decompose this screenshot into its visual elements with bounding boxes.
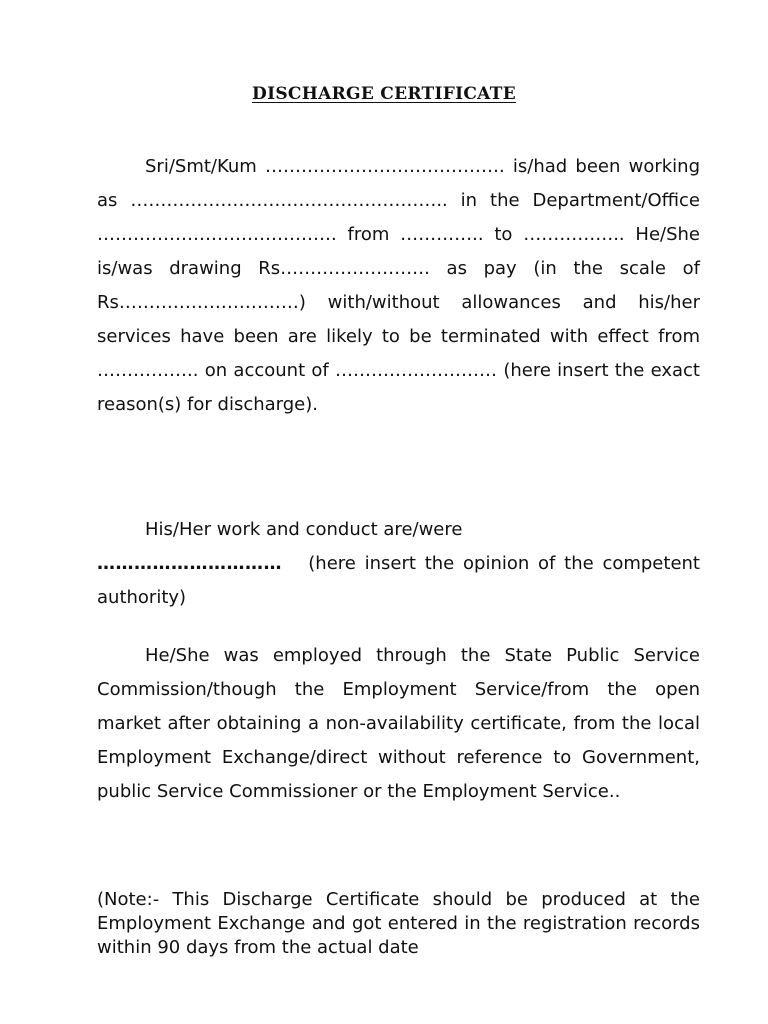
opinion-blank-dots: ………………………… (97, 553, 282, 574)
paragraph-employment-source: He/She was employed through the State Public Service Commission/though the Employment Service/from the open market after obtaining a non-availability certificate, from the local Employment Exchange/direct without reference to Government, public Service Commissioner or the Employment Service.. (97, 645, 700, 802)
work-conduct-line: His/Her work and conduct are/were (145, 519, 463, 540)
title-text: DISCHARGE CERTIFICATE (252, 84, 516, 104)
document-title (0, 84, 768, 104)
paragraph-employment-details: Sri/Smt/Kum …………………………………. is/had been working as …………………………………………….. in the Department/Office …………………………………. from ………….. to …………….. He/She is/was drawing Rs……………………. as pay (in the scale of Rs…………………………) with/without allowances and his/her services have been are likely to be terminated with effect from …………….. on account of ……………………… (here insert the exact reason(s) for discharge). (97, 156, 700, 415)
opinion-instruction: (here insert the opinion of the competent authority) (97, 553, 700, 608)
note-paragraph: (Note:- This Discharge Certificate should be produced at the Employment Exchange and got entered in the registration records within 90 days from the actual date (97, 889, 700, 958)
paragraph-work-conduct (97, 513, 700, 615)
